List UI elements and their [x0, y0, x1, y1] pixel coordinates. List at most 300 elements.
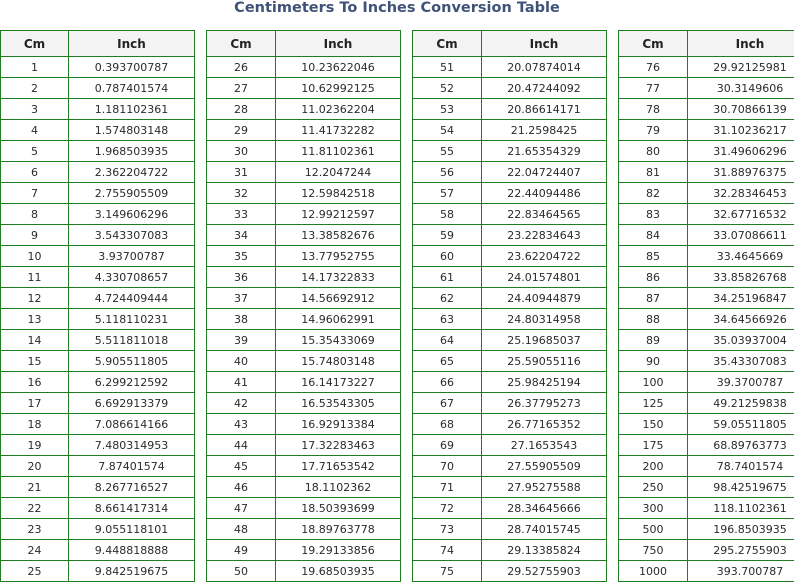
table-row [207, 456, 401, 477]
cm-cell: 23 [1, 519, 69, 540]
inch-cell: 28.34645666 [482, 498, 607, 519]
table-gap [401, 30, 412, 583]
table-row [413, 393, 607, 414]
cm-cell: 32 [207, 183, 276, 204]
table-row [413, 414, 607, 435]
table-row [413, 162, 607, 183]
table-row [1, 288, 195, 309]
inch-cell: 0.787401574 [69, 78, 195, 99]
table-row [207, 477, 401, 498]
table-row [619, 414, 794, 435]
cm-cell: 60 [413, 246, 482, 267]
cm-cell: 18 [1, 414, 69, 435]
cm-cell: 43 [207, 414, 276, 435]
inch-cell: 29.52755903 [482, 561, 607, 582]
table-row [1, 141, 195, 162]
table-row [619, 372, 794, 393]
table-row [207, 78, 401, 99]
inch-cell: 1.968503935 [69, 141, 195, 162]
inch-cell: 26.37795273 [482, 393, 607, 414]
table-row [413, 351, 607, 372]
inch-cell: 31.10236217 [688, 120, 794, 141]
table-row [1, 183, 195, 204]
cm-cell: 50 [207, 561, 276, 582]
inch-cell: 9.842519675 [69, 561, 195, 582]
cm-cell: 76 [619, 57, 688, 78]
inch-cell: 19.68503935 [276, 561, 401, 582]
table-row [619, 351, 794, 372]
table-row [413, 99, 607, 120]
cm-cell: 55 [413, 141, 482, 162]
table-row [1, 309, 195, 330]
inch-cell: 0.393700787 [69, 57, 195, 78]
inch-cell: 33.4645669 [688, 246, 794, 267]
inch-cell: 32.67716532 [688, 204, 794, 225]
inch-cell: 18.1102362 [276, 477, 401, 498]
inch-cell: 3.149606296 [69, 204, 195, 225]
inch-cell: 2.755905509 [69, 183, 195, 204]
cm-cell: 6 [1, 162, 69, 183]
table-row [413, 456, 607, 477]
inch-cell: 3.543307083 [69, 225, 195, 246]
cm-cell: 49 [207, 540, 276, 561]
table-row [207, 183, 401, 204]
table-row [207, 414, 401, 435]
inch-cell: 35.43307083 [688, 351, 794, 372]
inch-cell: 49.21259838 [688, 393, 794, 414]
header-row [619, 31, 794, 57]
cm-cell: 39 [207, 330, 276, 351]
table-row [619, 141, 794, 162]
table-row [1, 246, 195, 267]
inch-cell: 34.25196847 [688, 288, 794, 309]
inch-cell: 26.77165352 [482, 414, 607, 435]
cm-cell: 72 [413, 498, 482, 519]
table-row [619, 225, 794, 246]
cm-cell: 48 [207, 519, 276, 540]
inch-cell: 8.267716527 [69, 477, 195, 498]
table-row [1, 540, 195, 561]
inch-cell: 31.49606296 [688, 141, 794, 162]
table-row [1, 456, 195, 477]
inch-cell: 6.299212592 [69, 372, 195, 393]
cm-cell: 42 [207, 393, 276, 414]
cm-cell: 86 [619, 267, 688, 288]
cm-cell: 71 [413, 477, 482, 498]
header-row [207, 31, 401, 57]
inch-cell: 17.71653542 [276, 456, 401, 477]
table-row [619, 561, 794, 582]
table-row [413, 246, 607, 267]
table-row [619, 456, 794, 477]
cm-cell: 52 [413, 78, 482, 99]
cm-cell: 63 [413, 309, 482, 330]
inch-cell: 7.086614166 [69, 414, 195, 435]
cm-cell: 84 [619, 225, 688, 246]
inch-cell: 68.89763773 [688, 435, 794, 456]
inch-cell: 29.13385824 [482, 540, 607, 561]
inch-header: Inch [482, 31, 607, 57]
cm-cell: 14 [1, 330, 69, 351]
table-gap [195, 30, 206, 583]
table-row [1, 120, 195, 141]
cm-cell: 78 [619, 99, 688, 120]
inch-cell: 11.02362204 [276, 99, 401, 120]
inch-cell: 10.23622046 [276, 57, 401, 78]
inch-cell: 33.85826768 [688, 267, 794, 288]
cm-cell: 1 [1, 57, 69, 78]
table-row [207, 309, 401, 330]
table-row [619, 393, 794, 414]
cm-cell: 8 [1, 204, 69, 225]
cm-cell: 80 [619, 141, 688, 162]
table-row [1, 204, 195, 225]
table-row [207, 372, 401, 393]
header-row [1, 31, 195, 57]
cm-cell: 75 [413, 561, 482, 582]
cm-cell: 37 [207, 288, 276, 309]
table-row [207, 162, 401, 183]
inch-cell: 7.480314953 [69, 435, 195, 456]
page-title: Centimeters To Inches Conversion Table [234, 0, 560, 16]
cm-cell: 10 [1, 246, 69, 267]
cm-cell: 53 [413, 99, 482, 120]
conversion-table [412, 30, 607, 582]
inch-cell: 35.03937004 [688, 330, 794, 351]
cm-cell: 500 [619, 519, 688, 540]
cm-cell: 13 [1, 309, 69, 330]
cm-cell: 19 [1, 435, 69, 456]
cm-cell: 300 [619, 498, 688, 519]
table-row [619, 183, 794, 204]
table-row [619, 309, 794, 330]
cm-cell: 5 [1, 141, 69, 162]
inch-cell: 22.44094486 [482, 183, 607, 204]
inch-cell: 196.8503935 [688, 519, 794, 540]
inch-cell: 27.95275588 [482, 477, 607, 498]
table-row [207, 519, 401, 540]
table-row [413, 183, 607, 204]
cm-cell: 200 [619, 456, 688, 477]
cm-cell: 81 [619, 162, 688, 183]
table-row [619, 267, 794, 288]
cm-cell: 26 [207, 57, 276, 78]
cm-cell: 7 [1, 183, 69, 204]
inch-cell: 27.55905509 [482, 456, 607, 477]
inch-header: Inch [69, 31, 195, 57]
inch-cell: 21.65354329 [482, 141, 607, 162]
table-row [619, 498, 794, 519]
cm-cell: 83 [619, 204, 688, 225]
cm-cell: 51 [413, 57, 482, 78]
cm-cell: 77 [619, 78, 688, 99]
table-row [413, 309, 607, 330]
cm-cell: 3 [1, 99, 69, 120]
cm-cell: 12 [1, 288, 69, 309]
table-row [619, 519, 794, 540]
inch-cell: 13.38582676 [276, 225, 401, 246]
cm-cell: 68 [413, 414, 482, 435]
table-row [1, 57, 195, 78]
cm-header: Cm [413, 31, 482, 57]
cm-cell: 58 [413, 204, 482, 225]
table-row [1, 414, 195, 435]
cm-cell: 64 [413, 330, 482, 351]
inch-cell: 30.3149606 [688, 78, 794, 99]
table-row [207, 435, 401, 456]
cm-cell: 82 [619, 183, 688, 204]
table-row [413, 498, 607, 519]
inch-cell: 21.2598425 [482, 120, 607, 141]
cm-cell: 67 [413, 393, 482, 414]
inch-header: Inch [276, 31, 401, 57]
cm-cell: 22 [1, 498, 69, 519]
inch-cell: 39.3700787 [688, 372, 794, 393]
conversion-table [618, 30, 794, 582]
inch-cell: 18.89763778 [276, 519, 401, 540]
cm-header: Cm [1, 31, 69, 57]
inch-cell: 15.74803148 [276, 351, 401, 372]
table-row [413, 519, 607, 540]
cm-cell: 38 [207, 309, 276, 330]
cm-cell: 56 [413, 162, 482, 183]
cm-cell: 30 [207, 141, 276, 162]
inch-cell: 16.14173227 [276, 372, 401, 393]
cm-cell: 88 [619, 309, 688, 330]
inch-cell: 5.511811018 [69, 330, 195, 351]
table-row [1, 330, 195, 351]
inch-cell: 20.07874014 [482, 57, 607, 78]
table-row [1, 78, 195, 99]
cm-cell: 175 [619, 435, 688, 456]
cm-cell: 20 [1, 456, 69, 477]
cm-cell: 45 [207, 456, 276, 477]
cm-cell: 125 [619, 393, 688, 414]
cm-cell: 29 [207, 120, 276, 141]
table-row [619, 57, 794, 78]
cm-cell: 35 [207, 246, 276, 267]
table-row [207, 393, 401, 414]
table-row [619, 246, 794, 267]
table-row [1, 162, 195, 183]
cm-cell: 87 [619, 288, 688, 309]
inch-cell: 11.81102361 [276, 141, 401, 162]
inch-cell: 59.05511805 [688, 414, 794, 435]
table-row [413, 120, 607, 141]
cm-cell: 34 [207, 225, 276, 246]
inch-cell: 31.88976375 [688, 162, 794, 183]
table-row [207, 288, 401, 309]
table-row [207, 225, 401, 246]
inch-cell: 14.17322833 [276, 267, 401, 288]
inch-cell: 17.32283463 [276, 435, 401, 456]
table-row [207, 498, 401, 519]
cm-cell: 54 [413, 120, 482, 141]
cm-cell: 28 [207, 99, 276, 120]
table-row [207, 141, 401, 162]
inch-cell: 34.64566926 [688, 309, 794, 330]
inch-cell: 78.7401574 [688, 456, 794, 477]
table-row [619, 330, 794, 351]
cm-cell: 24 [1, 540, 69, 561]
cm-cell: 57 [413, 183, 482, 204]
table-row [207, 99, 401, 120]
table-row [413, 330, 607, 351]
inch-cell: 10.62992125 [276, 78, 401, 99]
inch-cell: 295.2755903 [688, 540, 794, 561]
table-row [619, 162, 794, 183]
cm-cell: 21 [1, 477, 69, 498]
inch-cell: 118.1102361 [688, 498, 794, 519]
header-row [413, 31, 607, 57]
table-row [619, 120, 794, 141]
cm-cell: 27 [207, 78, 276, 99]
cm-cell: 4 [1, 120, 69, 141]
inch-cell: 1.574803148 [69, 120, 195, 141]
table-row [207, 267, 401, 288]
cm-cell: 44 [207, 435, 276, 456]
cm-cell: 59 [413, 225, 482, 246]
table-row [413, 435, 607, 456]
cm-cell: 61 [413, 267, 482, 288]
table-row [619, 288, 794, 309]
cm-cell: 11 [1, 267, 69, 288]
cm-cell: 33 [207, 204, 276, 225]
conversion-table [206, 30, 401, 582]
table-row [207, 57, 401, 78]
table-row [1, 393, 195, 414]
inch-cell: 2.362204722 [69, 162, 195, 183]
table-row [1, 519, 195, 540]
inch-cell: 27.1653543 [482, 435, 607, 456]
inch-cell: 9.448818888 [69, 540, 195, 561]
cm-cell: 750 [619, 540, 688, 561]
inch-cell: 22.04724407 [482, 162, 607, 183]
cm-header: Cm [207, 31, 276, 57]
table-row [413, 561, 607, 582]
inch-cell: 6.692913379 [69, 393, 195, 414]
cm-cell: 25 [1, 561, 69, 582]
table-row [413, 540, 607, 561]
inch-cell: 20.47244092 [482, 78, 607, 99]
inch-cell: 23.22834643 [482, 225, 607, 246]
inch-cell: 20.86614171 [482, 99, 607, 120]
table-row [207, 246, 401, 267]
cm-cell: 65 [413, 351, 482, 372]
inch-cell: 25.19685037 [482, 330, 607, 351]
cm-cell: 79 [619, 120, 688, 141]
cm-cell: 46 [207, 477, 276, 498]
cm-cell: 70 [413, 456, 482, 477]
inch-cell: 24.80314958 [482, 309, 607, 330]
inch-cell: 12.99212597 [276, 204, 401, 225]
cm-cell: 31 [207, 162, 276, 183]
table-row [207, 204, 401, 225]
table-row [1, 435, 195, 456]
inch-cell: 14.96062991 [276, 309, 401, 330]
cm-cell: 69 [413, 435, 482, 456]
table-row [619, 204, 794, 225]
inch-cell: 16.92913384 [276, 414, 401, 435]
inch-cell: 9.055118101 [69, 519, 195, 540]
table-row [1, 498, 195, 519]
cm-header: Cm [619, 31, 688, 57]
table-row [413, 225, 607, 246]
inch-cell: 8.661417314 [69, 498, 195, 519]
cm-cell: 40 [207, 351, 276, 372]
inch-cell: 4.330708657 [69, 267, 195, 288]
cm-cell: 74 [413, 540, 482, 561]
cm-cell: 47 [207, 498, 276, 519]
table-row [413, 477, 607, 498]
table-row [413, 288, 607, 309]
inch-cell: 15.35433069 [276, 330, 401, 351]
inch-header: Inch [688, 31, 794, 57]
table-row [619, 540, 794, 561]
cm-cell: 100 [619, 372, 688, 393]
cm-cell: 73 [413, 519, 482, 540]
inch-cell: 24.40944879 [482, 288, 607, 309]
inch-cell: 28.74015745 [482, 519, 607, 540]
inch-cell: 7.87401574 [69, 456, 195, 477]
table-row [619, 78, 794, 99]
inch-cell: 11.41732282 [276, 120, 401, 141]
cm-cell: 17 [1, 393, 69, 414]
cm-cell: 9 [1, 225, 69, 246]
inch-cell: 5.905511805 [69, 351, 195, 372]
inch-cell: 29.92125981 [688, 57, 794, 78]
cm-cell: 89 [619, 330, 688, 351]
inch-cell: 30.70866139 [688, 99, 794, 120]
cm-cell: 36 [207, 267, 276, 288]
inch-cell: 13.77952755 [276, 246, 401, 267]
table-row [619, 99, 794, 120]
cm-cell: 1000 [619, 561, 688, 582]
cm-cell: 2 [1, 78, 69, 99]
table-row [207, 561, 401, 582]
inch-cell: 24.01574801 [482, 267, 607, 288]
table-row [1, 99, 195, 120]
table-row [207, 330, 401, 351]
cm-cell: 85 [619, 246, 688, 267]
conversion-tables [0, 30, 794, 583]
table-row [1, 477, 195, 498]
cm-cell: 150 [619, 414, 688, 435]
inch-cell: 4.724409444 [69, 288, 195, 309]
cm-cell: 41 [207, 372, 276, 393]
inch-cell: 23.62204722 [482, 246, 607, 267]
inch-cell: 16.53543305 [276, 393, 401, 414]
table-gap [607, 30, 618, 583]
table-row [207, 351, 401, 372]
inch-cell: 14.56692912 [276, 288, 401, 309]
inch-cell: 393.700787 [688, 561, 794, 582]
inch-cell: 12.59842518 [276, 183, 401, 204]
table-row [1, 351, 195, 372]
inch-cell: 1.181102361 [69, 99, 195, 120]
table-row [413, 204, 607, 225]
inch-cell: 98.42519675 [688, 477, 794, 498]
cm-cell: 250 [619, 477, 688, 498]
table-row [413, 78, 607, 99]
conversion-table [0, 30, 195, 582]
table-row [413, 141, 607, 162]
cm-cell: 16 [1, 372, 69, 393]
cm-cell: 90 [619, 351, 688, 372]
table-row [619, 477, 794, 498]
table-row [207, 120, 401, 141]
inch-cell: 3.93700787 [69, 246, 195, 267]
